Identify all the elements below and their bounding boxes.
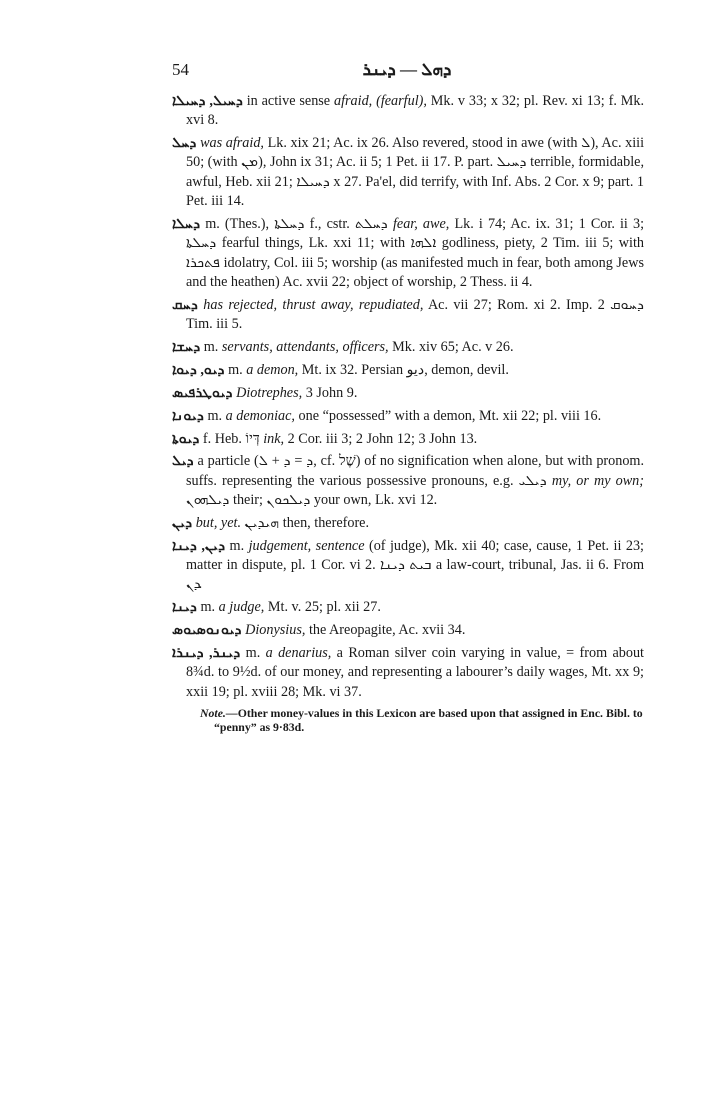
entry-references: Mk. xiv 65; Ac. v 26. xyxy=(392,338,514,355)
entry-gloss: f. Heb. דְּיוֹ xyxy=(202,430,260,447)
entry-gloss: m. xyxy=(200,599,216,616)
entry-definition: has rejected, thrust away, repudiated, xyxy=(203,296,424,313)
entry-definition: a demoniac, xyxy=(225,407,295,424)
entry-references: (of judge), Mk. xii 40; case, cause, 1 Pet. ii 23; matter in dispute, pl. 1 Cor. vi 2. ܒܝܬ ܕܝܢܐ a law-court, tribunal, Jas. ii 6. From ܕܢ. xyxy=(186,537,644,593)
entry-definition: Dionysius, xyxy=(245,622,306,639)
note-label: Note.— xyxy=(200,705,238,720)
entry-references: the Areopagite, Ac. xvii 34. xyxy=(308,622,466,639)
footnote xyxy=(200,706,644,735)
entry-definition: but, yet. xyxy=(195,514,241,531)
entry-definition: my, or my own; xyxy=(551,472,644,489)
entry-definition: a demon, xyxy=(246,361,299,378)
note-text: Other money-values in this Lexicon are based upon that assigned in Enc. Bibl. to “penny” as 9·83d. xyxy=(214,705,643,735)
entry-definition: ink, xyxy=(263,430,285,447)
lexicon-entry xyxy=(172,134,644,211)
entry-definition: fear, awe, xyxy=(392,215,450,232)
entry-references: ܕܝܠܗܘܢ their; ܕܝܠܟܘܢ your own, Lk. xvi 12. xyxy=(186,491,438,508)
syriac-headword: ܕܝܢ, ܕܝܢܐ xyxy=(172,537,226,554)
entry-gloss: m. xyxy=(207,407,223,424)
lexicon-entry xyxy=(172,598,644,617)
entry-definition: servants, attendants, officers, xyxy=(221,338,389,355)
page-header xyxy=(172,60,642,84)
syriac-headword: ܕܚܩ xyxy=(172,296,198,313)
lexicon-entry xyxy=(172,430,644,449)
syriac-headword: ܕܚܠܐ xyxy=(172,215,201,232)
syriac-headword: ܕܝܢܪ, ܕܝܢܪܐ xyxy=(172,645,241,662)
lexicon-entry xyxy=(172,384,644,403)
lexicon-entry xyxy=(172,514,644,533)
entry-definition: a denarius, xyxy=(265,645,332,662)
syriac-headword: ܕܚܝܠ, ܕܚܝܠܐ xyxy=(172,93,243,109)
entry-gloss: m. xyxy=(228,361,243,378)
entry-references: one “possessed” with a demon, Mt. xii 22; pl. viii 16. xyxy=(298,407,602,424)
syriac-headword: ܕܝܘܢܘܣܝܘܣ xyxy=(172,622,242,639)
syriac-headword: ܕܝܢ xyxy=(172,514,193,531)
entry-gloss: m. xyxy=(229,537,245,554)
entry-references: Mt. ix 32. Persian دیو, demon, devil. xyxy=(301,361,509,378)
syriac-headword: ܕܝܘܬܐ xyxy=(172,430,200,447)
syriac-headword: ܕܝܘ, ܕܝܘܐ xyxy=(172,361,225,378)
entry-gloss: in active sense xyxy=(246,93,331,109)
entry-gloss: m. xyxy=(245,645,261,662)
lexicon-entry xyxy=(172,452,644,510)
syriac-headword: ܕܝܘܛܪܦܝܣ xyxy=(172,384,233,401)
entry-definition: afraid, (fearful), xyxy=(333,93,427,109)
lexicon-entry xyxy=(172,407,644,426)
entry-gloss: m. xyxy=(203,338,219,355)
entry-references: Mt. v. 25; pl. xii 27. xyxy=(267,599,381,616)
entry-definition: judgement, sentence xyxy=(248,537,365,554)
lexicon-entry xyxy=(172,644,644,702)
lexicon-entry xyxy=(172,92,644,131)
entry-references: a Roman silver coin varying in value, = from about 8¾d. to 9½d. of our money, and representing a labourer’s daily wages, Mt. xx 9; xxii 19; pl. xviii 28; Mk. vi 37. xyxy=(186,645,644,700)
lexicon-entry xyxy=(172,338,644,357)
entry-definition: was afraid, xyxy=(200,135,264,152)
entry-gloss: m. (Thes.), ܕܚܠܬܐ f., cstr. ܕܚܠܬ xyxy=(205,215,388,232)
lexicon-body xyxy=(172,92,644,735)
lexicon-entry xyxy=(172,296,644,335)
entry-definition: Diotrephes, xyxy=(236,384,303,401)
entry-references: Ac. vii 27; Rom. xi 2. Imp. ܕܚܘܩ 2 Tim. iii 5. xyxy=(186,296,645,333)
entry-references: ܗܝܕܝܢ then, therefore. xyxy=(244,514,370,531)
entry-definition: a judge, xyxy=(218,599,265,616)
lexicon-entry xyxy=(172,621,644,640)
lexicon-entry xyxy=(172,361,644,380)
syriac-headword: ܕܚܠ xyxy=(172,135,197,152)
syriac-headword: ܕܝܘܢܐ xyxy=(172,407,204,424)
syriac-headword: ܕܝܢܐ xyxy=(172,599,197,616)
page-number: 54 xyxy=(172,60,189,79)
syriac-headword: ܕܚܫܐ xyxy=(172,338,201,355)
lexicon-entry xyxy=(172,537,644,595)
syriac-headword: ܕܝܠ xyxy=(172,453,194,470)
entry-references: Mk. v 33; x 32; pl. Rev. xi 13; f. Mk. xvi 8. xyxy=(186,93,644,129)
entry-references: 3 John 9. xyxy=(305,384,358,401)
entry-gloss: a particle (ܕ = ܕ + ܠ, cf. שֶׁל) of no signification when alone, but with pronom. suffs. representing the various possessive pronouns, e.g. ܕܝܠܝ xyxy=(186,453,644,489)
entry-references: 2 Cor. iii 3; 2 John 12; 3 John 13. xyxy=(287,430,478,447)
running-head: ܕܗܠ — ܕܝܢܪ xyxy=(362,60,452,79)
entry-references: Lk. i 74; Ac. ix. 31; 1 Cor. ii 3; ܕܚܠܬܐ fearful things, Lk. xxi 11; with ܐܠܗܐ godliness, piety, 2 Tim. iii 5; with ܦܬܟܪܐ idolatry, Col. iii 5; worship (as manifested much in fear, both among Jews and the heathen) Ac. xvii 22; object of worship, 2 Thess. ii 4. xyxy=(186,215,645,290)
entry-references: Lk. xix 21; Ac. ix 26. Also revered, stood in awe (with ܠ), Ac. xiii 50; (with ܡܢ), John ix 31; Ac. ii 5; 1 Pet. ii 17. P. part. ܕܚܝܠ terrible, formidable, awful, Heb. xii 21; ܕܚܝܠܐ x 27. Pa'el, did terrify, with Inf. Abs. 2 Cor. x 9; part. 1 Pet. iii 14. xyxy=(186,135,645,210)
lexicon-entry xyxy=(172,215,644,292)
